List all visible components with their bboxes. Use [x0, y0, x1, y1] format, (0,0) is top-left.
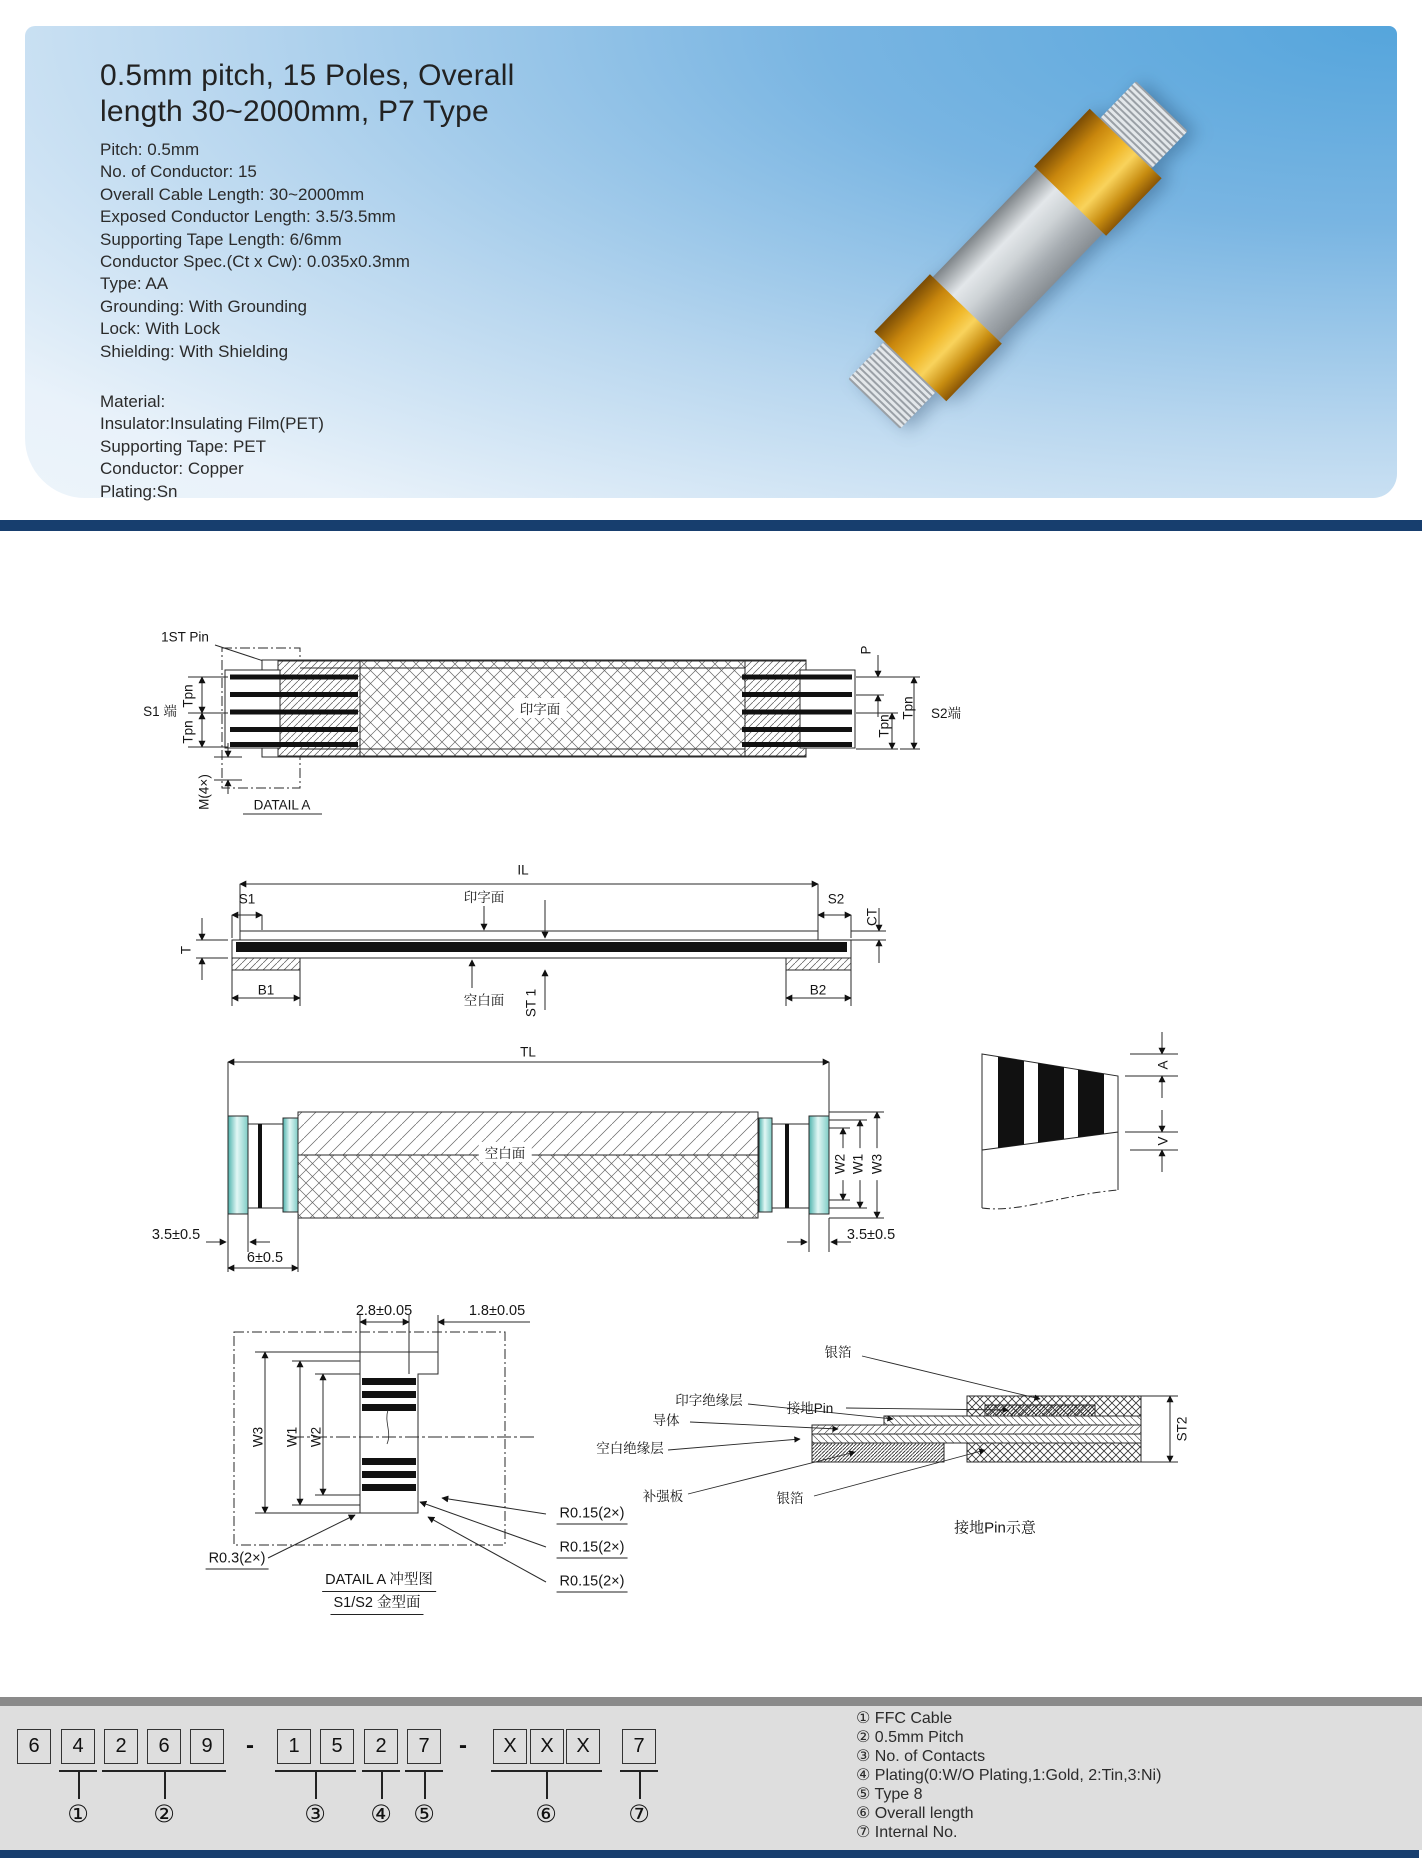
- spec-conductors: No. of Conductor: 15: [100, 162, 257, 182]
- legend-item-2: ② 0.5mm Pitch: [856, 1729, 964, 1746]
- printed-side-label: 印字面: [514, 698, 567, 718]
- w2-label: W2: [308, 1426, 324, 1448]
- dim-6-label: 6±0.5: [246, 1250, 284, 1266]
- pn-callout-line: [424, 1772, 426, 1799]
- pn-callout-line: [639, 1772, 641, 1799]
- w1-label: W1: [851, 1148, 866, 1180]
- pn-digit-box: X: [566, 1729, 600, 1764]
- ground-pin-label: 接地Pin: [786, 1401, 834, 1416]
- material-conductor: Conductor: Copper: [100, 459, 244, 479]
- spec-lock: Lock: With Lock: [100, 319, 220, 339]
- b2-label: B2: [809, 982, 827, 998]
- spec-cable-length: Overall Cable Length: 30~2000mm: [100, 184, 365, 204]
- spec-type: Type: AA: [100, 274, 169, 294]
- tpn-label: Tpn: [900, 696, 916, 720]
- dim-2-8-label: 2.8±0.05: [355, 1303, 413, 1319]
- spec-list: [100, 139, 410, 363]
- tpn-label: Tpn: [180, 720, 196, 744]
- pn-digit-box: 1: [277, 1729, 311, 1764]
- pn-digit-box: 7: [407, 1729, 441, 1764]
- pn-callout-6: ⑥: [535, 1801, 557, 1828]
- t-label: T: [178, 945, 194, 955]
- spec-grounding: Grounding: With Grounding: [100, 296, 307, 316]
- pn-callout-line: [78, 1772, 80, 1799]
- stiffener-label: 补强板: [642, 1489, 684, 1504]
- tpn-label: Tpn: [180, 684, 196, 708]
- material-insulator: Insulator:Insulating Film(PET): [100, 414, 324, 434]
- spec-exposed-length: Exposed Conductor Length: 3.5/3.5mm: [100, 207, 396, 227]
- pn-separator: -: [459, 1732, 467, 1759]
- pn-callout-1: ①: [67, 1801, 89, 1828]
- tpn-label: Tpn: [876, 714, 892, 738]
- legend-item-4: ④ Plating(0:W/O Plating,1:Gold, 2:Tin,3:Ni): [856, 1767, 1162, 1784]
- legend-item-5: ⑤ Type 8: [856, 1786, 923, 1803]
- detail-a-caption-line2: S1/S2 金型面: [330, 1591, 423, 1615]
- pn-digit-box: X: [530, 1729, 564, 1764]
- printed-insulation-label: 印字绝缘层: [675, 1393, 743, 1408]
- material-list: [100, 391, 324, 503]
- tl-label: TL: [520, 1044, 536, 1060]
- spec-pitch: Pitch: 0.5mm: [100, 140, 200, 159]
- blank-insulation-label: 空白绝缘层: [596, 1441, 664, 1456]
- material-plating: Plating:Sn: [100, 481, 178, 501]
- s2-label: S2: [827, 891, 845, 907]
- detail-a-label: DATAIL A: [253, 797, 311, 813]
- material-heading: Material:: [100, 392, 166, 411]
- dim-1-8-label: 1.8±0.05: [468, 1303, 526, 1319]
- material-tape: Supporting Tape: PET: [100, 436, 267, 456]
- title-line-2: length 30~2000mm, P7 Type: [100, 95, 489, 128]
- pn-digit-box: 4: [61, 1729, 95, 1764]
- silver-foil-top-label: 银箔: [824, 1345, 852, 1360]
- s1-label: S1: [238, 891, 256, 907]
- pn-digit-box: 7: [622, 1729, 656, 1764]
- pn-digit-box: 2: [364, 1729, 398, 1764]
- pn-separator: -: [246, 1732, 254, 1759]
- pn-callout-line: [164, 1772, 166, 1799]
- w2-label: W2: [833, 1148, 848, 1180]
- pn-callout-7: ⑦: [628, 1801, 650, 1828]
- pn-callout-5: ⑤: [413, 1801, 435, 1828]
- legend-item-6: ⑥ Overall length: [856, 1805, 974, 1822]
- pn-callout-line: [315, 1772, 317, 1799]
- spec-shielding: Shielding: With Shielding: [100, 341, 289, 361]
- bottom-view-drawing: [150, 1040, 930, 1285]
- w3-label: W3: [870, 1148, 885, 1180]
- pn-callout-2: ②: [153, 1801, 175, 1828]
- ct-label: CT: [864, 908, 880, 926]
- header-panel: [25, 26, 1397, 501]
- w3-label: W3: [250, 1426, 266, 1448]
- b1-label: B1: [257, 982, 275, 998]
- ground-pin-caption: 接地Pin示意: [954, 1519, 1036, 1537]
- page-title: [100, 58, 515, 130]
- s2-end-label: S2端: [930, 706, 962, 721]
- header-divider-rule: [0, 520, 1422, 531]
- pn-callout-line: [546, 1772, 548, 1799]
- r03-label: R0.3(2×): [206, 1551, 269, 1570]
- r015-label: R0.15(2×): [557, 1506, 628, 1525]
- conductor-end-detail-drawing: [960, 1030, 1200, 1220]
- spec-tape-length: Supporting Tape Length: 6/6mm: [100, 229, 342, 249]
- v-label: V: [1155, 1136, 1171, 1146]
- legend-item-3: ③ No. of Contacts: [856, 1748, 986, 1765]
- st2-label: ST2: [1174, 1416, 1190, 1442]
- title-line-1: 0.5mm pitch, 15 Poles, Overall: [100, 59, 515, 92]
- legend-item-1: ① FFC Cable: [856, 1710, 953, 1727]
- pn-callout-line: [381, 1772, 383, 1799]
- pn-digit-box: 6: [17, 1729, 51, 1764]
- pn-callout-3: ③: [304, 1801, 326, 1828]
- silver-foil-bottom-label: 银箔: [776, 1491, 804, 1506]
- pn-callout-4: ④: [370, 1801, 392, 1828]
- blank-side-label: 空白面: [479, 1142, 532, 1162]
- pn-digit-box: 2: [104, 1729, 138, 1764]
- w1-label: W1: [284, 1426, 300, 1448]
- pn-digit-box: 6: [147, 1729, 181, 1764]
- s1-end-label: S1 端: [143, 704, 177, 719]
- dim-3-5-right: 3.5±0.5: [846, 1227, 896, 1243]
- detail-a-caption-line1: DATAIL A 冲型图: [322, 1568, 436, 1592]
- first-pin-label: 1ST Pin: [161, 629, 209, 645]
- part-number-panel: [0, 1697, 1422, 1850]
- printed-side-label: 印字面: [463, 890, 505, 905]
- st1-label: ST 1: [523, 988, 539, 1018]
- dim-3-5-left: 3.5±0.5: [151, 1227, 201, 1243]
- pn-digit-box: 9: [190, 1729, 224, 1764]
- r015-label: R0.15(2×): [557, 1540, 628, 1559]
- top-view-drawing: [130, 625, 980, 820]
- m4x-label: M(4×): [196, 774, 212, 810]
- product-photo: [838, 71, 1198, 438]
- spec-conductor-spec: Conductor Spec.(Ct x Cw): 0.035x0.3mm: [100, 252, 410, 272]
- pn-digit-box: 5: [320, 1729, 354, 1764]
- ground-pin-layer-drawing: [580, 1335, 1220, 1545]
- a-label: A: [1155, 1060, 1171, 1070]
- legend-item-7: ⑦ Internal No.: [856, 1824, 958, 1841]
- pn-digit-box: X: [493, 1729, 527, 1764]
- p-pitch-label: P: [858, 645, 874, 655]
- pn-legend: [856, 1709, 1161, 1842]
- footer-rule: [0, 1850, 1419, 1858]
- blank-side-label: 空白面: [463, 993, 505, 1008]
- il-label: IL: [517, 862, 529, 878]
- conductor-label: 导体: [652, 1413, 680, 1428]
- r015-label: R0.15(2×): [557, 1574, 628, 1593]
